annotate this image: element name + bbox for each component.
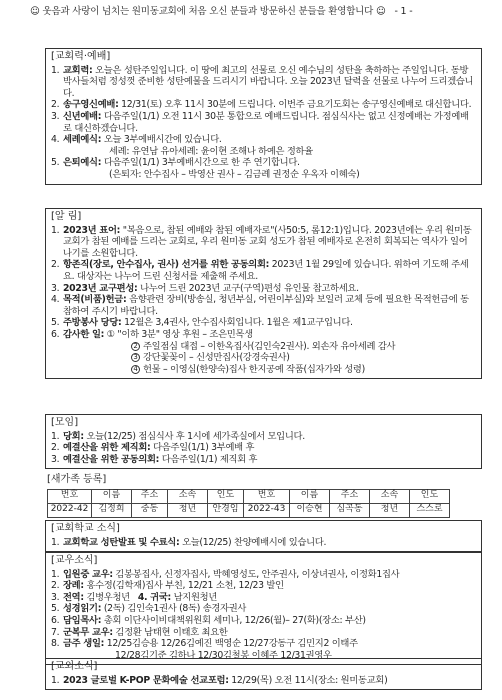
page-number: - 1 - — [394, 6, 413, 17]
list-item: 3. 신년예배: 다음주일(1/1) 오전 11시 30분 통합으로 예배드립니다. 점심식사는 없고 신정예배는 가정예배로 대신하겠습니다. — [51, 110, 469, 134]
thanks-item: 3 강단꽃꽂이 – 신성만집사(강경숙권사) — [51, 352, 476, 364]
list-item: 5. 성경읽기: (2독) 김인숙1권사 (8독) 송경자권사 — [51, 603, 247, 615]
retiree-names: (은퇴자: 안수집사 – 박영산 권사 – 김금례 권정순 우옥자 이혜숙) — [109, 168, 360, 180]
list-item: 4. 목적(비품)헌금: 음향관련 장비(방송실, 청년부실, 어린이부실)와 보일러 교체 등에 필요한 목적헌금에 동참하여 주시기 바랍니다. — [51, 294, 469, 317]
birthday-line: 12/28김기준 김하나 12/30김철봉 이혜주 12/31권영우 — [115, 649, 332, 661]
thanks-item: 4 헌물 – 이영심(한양숙)집사 한지공예 작품(십자가와 성령) — [51, 364, 476, 376]
list-item: 8. 금주 생일: 12/25김승용 12/26김예진 백영순 12/27강동구 김민지2 이태주 — [51, 638, 358, 650]
newfamily-table — [47, 489, 450, 518]
list-item: 1. 2023 글로벌 K-POP 문화예술 선교포럼: 12/29(목) 오전 11시(장소: 원미동교회) — [51, 674, 388, 686]
section-notices — [45, 208, 482, 379]
section-title: [새가족 등록] — [47, 474, 107, 485]
table-row: 2022-42 김정희 중동 청년 안경임 2022-43 이승현 심곡동 청년 스스로 — [48, 503, 450, 517]
list-item: 2. 장례: 홍수정(김학재)집사 부친, 12/21 소천, 12/23 발인 — [51, 580, 284, 592]
section-school — [45, 520, 482, 552]
list-item: 3. 2023년 교구편성: 나누어 드린 2023년 교구(구역)편성 유인물 참고하세요. — [51, 282, 359, 294]
list-item: 1. 교회학교 성탄발표 및 수료식: 오늘(12/25) 찬양예배시에 있습니다. — [51, 536, 327, 548]
list-item: 2. 예결산을 위한 제직회: 다음주일(1/1) 3부예배 후 — [51, 442, 255, 454]
section-title: [교회력·예배] — [51, 51, 111, 62]
list-item: 3. 예결산을 위한 공동의회: 다음주일(1/1) 제직회 후 — [51, 453, 258, 465]
header-text: ☺ 웃음과 사랑이 넘치는 원미동교회에 처음 오신 분들과 방문하신 분들을 환영합니다 ☺ — [30, 6, 386, 17]
thanks-item: 2 주일점심 대접 – 이한옥집사(김인숙2권사). 외손자 유아세례 감사 — [51, 341, 476, 353]
list-item: 5. 주방봉사 당당: 12월은 3,4권사, 안수집사회입니다. 1월은 제1교구입니다. — [51, 317, 353, 329]
section-title: [교외소식] — [51, 661, 98, 672]
section-title: [교우소식] — [51, 555, 98, 566]
list-item: 3. 전역: 김병우청년 4. 귀국: 남지원청년 — [51, 591, 217, 603]
list-item: 1. 2023년 표어: "복음으로, 참된 예배와 참된 예배자로"(사50:5, 롬12:1)입니다. 2023년에는 우리 원미동 교회가 참된 예배를 드리는 교회로, 우리 원미동 교회 성도가 참된 예배자로 온전히 회복되는 역사가 일어나기를 소원합니다. — [51, 224, 472, 259]
section-external — [45, 658, 482, 690]
list-item: 6. 감사한 일: ① "이하 3분" 영상 후원 – 조은민목생 — [51, 328, 253, 340]
list-item: 7. 군복무 교우: 김정환 남태현 이태호 최요한 — [51, 626, 228, 638]
list-item: 2. 송구영신예배: 12/31(토) 오후 11시 30분에 드립니다. 이번주 금요기도회는 송구영신예배로 대신합니다. — [51, 99, 472, 111]
list-item: 1. 당회: 오늘(12/25) 점심식사 후 1시에 세가족실에서 모입니다. — [51, 430, 305, 442]
list-item: 1. 입원중 교우: 김봉봉집사, 신정자집사, 박혜영성도, 안주권사, 이상녀권사, 이정화1집사 — [51, 568, 400, 580]
section-title: [교회학교 소식] — [51, 523, 120, 534]
section-meeting — [45, 414, 482, 469]
list-item: 2. 항존직(장로, 안수집사, 권사) 선거를 위한 공동의회: 2023년 1월 29일에 있습니다. 위하여 기도해 주세요. 대상자는 나누어 드린 신청서를 제출해 주세요. — [51, 259, 469, 282]
baptism-names: 세례: 유연남 유아세례: 윤이현 조해나 하예은 정하율 — [109, 145, 313, 157]
list-item: 5. 은퇴예식: 다음주일(1/1) 3부예배시간으로 한 주 연기합니다. — [51, 157, 300, 169]
section-title: [알 림] — [51, 211, 82, 222]
bulletin-header — [30, 6, 484, 18]
list-item: 1. 교회력: 오늘은 성탄주일입니다. 이 땅에 최고의 선물로 오신 예수님의 성탄을 축하하는 주일입니다. 동방박사들처럼 정성껏 준비한 성탄예물을 드리시기 바랍니다. 오늘 2023년 달력을 선물로 나누어 드리겠습니다. — [51, 64, 474, 99]
list-item: 4. 세례예식: 오늘 3부예배시간에 있습니다. — [51, 134, 222, 146]
section-members — [45, 552, 482, 665]
section-newfamily — [45, 472, 482, 521]
table-header-row: 번호 이름 주소 소속 인도 번호 이름 주소 소속 인도 — [48, 489, 450, 503]
list-item: 6. 담임목사: 총회 이단사이비대책위원회 세미나, 12/26(월)– 27(화)(장소: 부산) — [51, 614, 366, 626]
section-title: [모임] — [51, 417, 79, 428]
section-worship — [45, 48, 482, 185]
